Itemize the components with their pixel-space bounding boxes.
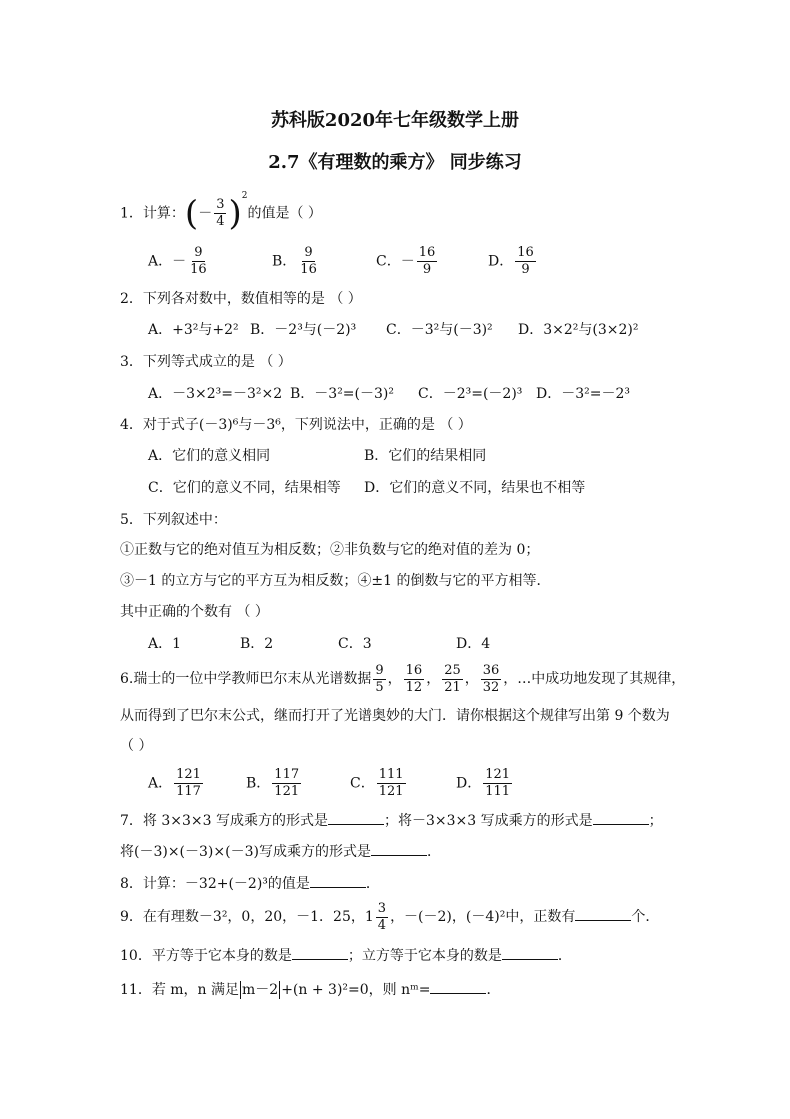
q6-line-2: 从而得到了巴尔末公式，继而打开了光谱奥妙的大门．请你根据这个规律写出第 9 个数为 <box>120 708 670 724</box>
q6-fraction-4: $\frac{36}{32}$ <box>482 662 500 695</box>
answer-blank[interactable] <box>593 810 649 825</box>
q5-option-b: B．2 <box>240 636 274 652</box>
q1-option-a: A．－ $\frac{9}{16}$ <box>148 245 207 277</box>
q1-option-b: B． $\frac{9}{16}$ <box>272 245 317 277</box>
answer-blank[interactable] <box>371 841 427 856</box>
q5-statement-line-3: 其中正确的个数有 （ ） <box>120 604 269 620</box>
q4-option-c: C．它们的意义不同，结果相等 <box>148 480 341 496</box>
q3-option-d: D．－3²=－2³ <box>536 386 630 402</box>
right-paren: ) <box>228 193 242 234</box>
q9-mixed-fraction: $\frac{3}{4}$ <box>377 900 387 933</box>
q6-fraction-2: $\frac{16}{12}$ <box>405 662 423 695</box>
q4-option-b: B．它们的结果相同 <box>364 448 487 464</box>
question-9: 9．在有理数－3²，0，20，－1．25，1 $\frac{3}{4}$ ，－(－2)，(－4)²中，正数有 个． <box>120 900 660 933</box>
q3-option-b: B．－3²=(－3)² <box>290 386 394 402</box>
q7-line-2: 将(－3)×(－3)×(－3)写成乘方的形式是 ． <box>120 841 441 862</box>
worksheet-title: 苏科版2020年七年级数学上册 <box>270 110 520 131</box>
q1-option-c: C．－ $\frac{16}{9}$ <box>376 245 436 277</box>
answer-blank[interactable] <box>502 945 558 960</box>
q2-option-d: D．3×2²与(3×2)² <box>518 322 639 338</box>
q4-option-a: A．它们的意义相同 <box>148 448 271 464</box>
q2-option-a: A．+3²与+2² <box>148 322 239 338</box>
q5-statement-line-1: ①正数与它的绝对值互为相反数；②非负数与它的绝对值的差为 0； <box>120 542 540 558</box>
question-4: 4．对于式子(－3)⁶与－3⁶，下列说法中，正确的是 （ ） <box>120 417 472 433</box>
q2-option-b: B．－2³与(－2)³ <box>250 322 357 338</box>
worksheet-subtitle: 2.7《有理数的乘方》 同步练习 <box>268 152 522 173</box>
q6-option-d: D． $\frac{121}{111}$ <box>456 767 511 799</box>
q1-prefix: 1．计算： <box>120 205 185 222</box>
q5-option-d: D．4 <box>456 636 491 652</box>
q1-suffix: 的值是（ ） <box>247 205 322 222</box>
q3-option-a: A．－3×2³=－3²×2 <box>148 386 283 402</box>
q6-option-c: C． $\frac{111}{121}$ <box>350 767 404 799</box>
q1-exponent: 2 <box>241 191 248 201</box>
question-5: 5．下列叙述中： <box>120 512 227 528</box>
answer-blank[interactable] <box>430 979 486 994</box>
question-2: 2．下列各对数中，数值相等的是 （ ） <box>120 291 362 307</box>
left-paren: ( <box>184 193 199 234</box>
q2-option-c: C．－3²与(－3)² <box>386 322 493 338</box>
q6-option-a: A． $\frac{121}{117}$ <box>148 767 201 799</box>
q3-option-c: C．－2³=(－2)³ <box>418 386 523 402</box>
question-11: 11．若 m，n 满足 m－2 +(n + 3)²=0，则 nᵐ= ． <box>120 979 500 1000</box>
q1-fraction: $\frac{3}{4}$ <box>216 197 225 230</box>
q6-fraction-1: $\frac{9}{5}$ <box>375 662 384 695</box>
q1-option-d: D． $\frac{16}{9}$ <box>488 245 534 277</box>
q5-option-a: A．1 <box>148 636 182 652</box>
q6-line-3: （ ） <box>120 738 153 754</box>
answer-blank[interactable] <box>292 945 348 960</box>
question-3: 3．下列等式成立的是 （ ） <box>120 354 292 370</box>
q6-fraction-3: $\frac{25}{21}$ <box>444 662 461 695</box>
question-7: 7．将 3×3×3 写成乘方的形式是 ；将－3×3×3 写成乘方的形式是 ； <box>120 810 663 831</box>
question-8: 8．计算：－32+(－2)³的值是 ． <box>120 873 380 894</box>
q4-option-d: D．它们的意义不同，结果也不相等 <box>364 480 586 496</box>
q5-statement-line-2: ③－1 的立方与它的平方互为相反数；④±1 的倒数与它的平方相等． <box>120 573 551 589</box>
q6-option-b: B． $\frac{117}{121}$ <box>246 767 300 799</box>
question-10: 10．平方等于它本身的数是 ；立方等于它本身的数是 ． <box>120 945 572 966</box>
absolute-bar <box>240 981 241 999</box>
question-6: 6.瑞士的一位中学教师巴尔末从光谱数据 $\frac{9}{5}$ ， $\frac{16}{12}$ ， $\frac{25}{21}$ ， $\frac{36}{32}$ ，…中成功地发现了其规律， <box>120 662 686 695</box>
answer-blank[interactable] <box>310 873 366 888</box>
answer-blank[interactable] <box>575 906 631 921</box>
answer-blank[interactable] <box>328 810 384 825</box>
q5-option-c: C．3 <box>338 636 372 652</box>
question-1: 1．计算：(－ $\frac{3}{4}$ )$^2$的值是（ ） <box>120 191 322 234</box>
